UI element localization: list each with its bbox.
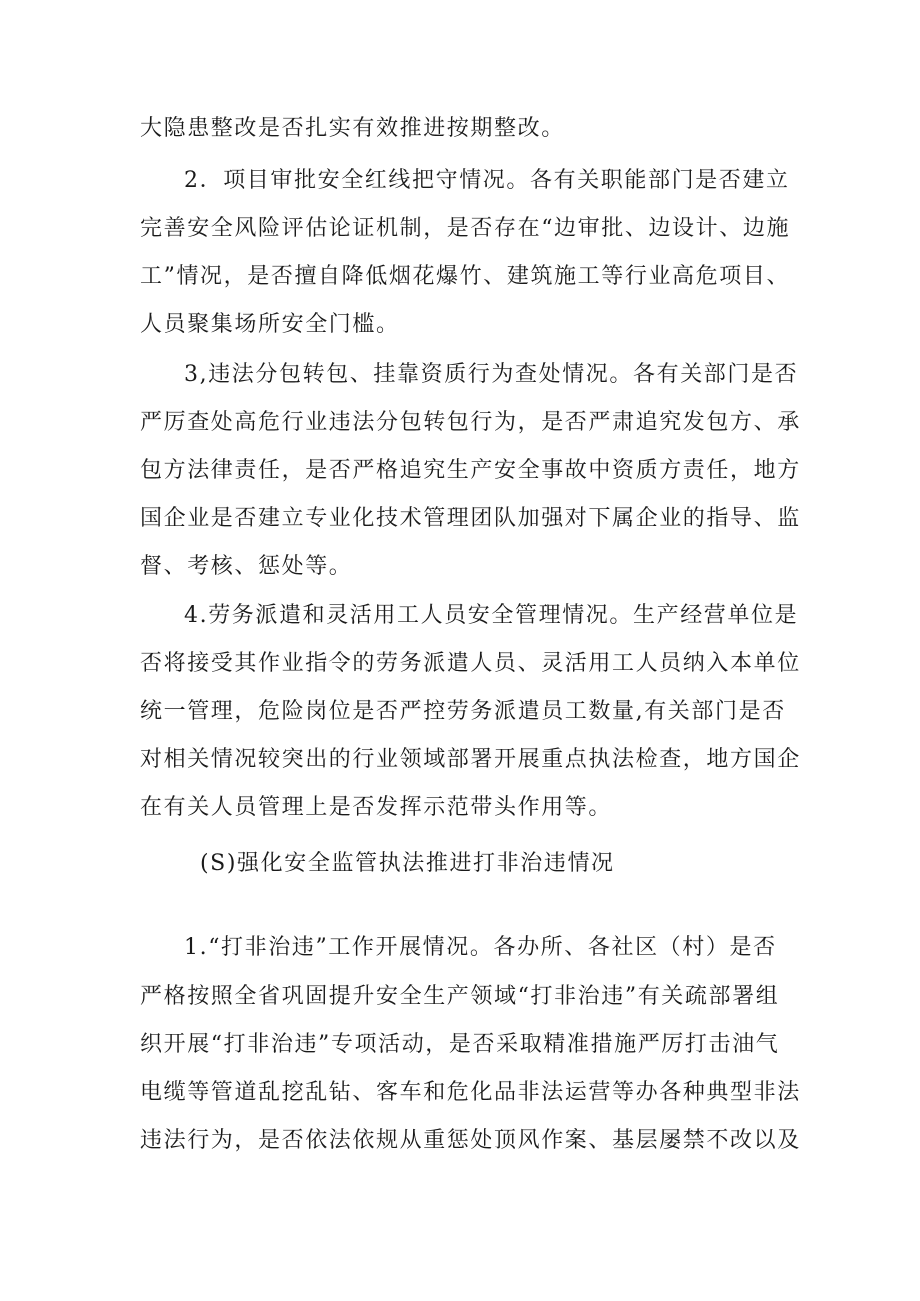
paragraph-line: 严格按照全省巩固提升安全生产领域“打非治违”有关疏部署组 [140, 984, 780, 1009]
paragraph-line: 包方法律责任，是否严格追究生产安全事故中资质方责任，地方 [140, 458, 801, 483]
paragraph-line: 大隐患整改是否扎实有效推进按期整改。 [140, 116, 565, 141]
paragraph-line: 人员聚集场所安全门槛。 [140, 312, 400, 337]
item-2-heading-line: 2．项目审批安全红线把守情况。各有关职能部门是否建立 [184, 168, 790, 193]
paragraph-line: 工”情况，是否擅自降低烟花爆竹、建筑施工等行业高危项目、 [140, 264, 791, 289]
paragraph-line: 织开展“打非治违”专项活动，是否采取精准措施严厉打击油气 [140, 1032, 780, 1057]
paragraph-line: 对相关情况较突出的行业领域部署开展重点执法检查，地方国企 [140, 747, 801, 772]
section-heading: (S)强化安全监管执法推进打非治违情况 [200, 851, 615, 876]
paragraph-line: 国企业是否建立专业化技术管理团队加强对下属企业的指导、监 [140, 506, 801, 531]
section-item-1-heading-line: 1.“打非治违”工作开展情况。各办所、各社区（村）是否 [184, 935, 777, 960]
paragraph-line: 督、考核、惩处等。 [140, 554, 353, 579]
paragraph-line: 否将接受其作业指令的劳务派遣人员、灵活用工人员纳入本单位 [140, 651, 801, 676]
paragraph-line: 严厉查处高危行业违法分包转包行为，是否严肃追究发包方、承 [140, 410, 801, 435]
paragraph-line: 在有关人员管理上是否发挥示范带头作用等。 [140, 795, 613, 820]
paragraph-line: 电缆等管道乱挖乱钻、客车和危化品非法运营等办各种典型非法 [140, 1080, 801, 1105]
paragraph-line: 完善安全风险评估论证机制，是否存在“边审批、边设计、边施 [140, 216, 791, 241]
item-4-heading-line: 4.劳务派遣和灵活用工人员安全管理情况。生产经营单位是 [184, 603, 799, 628]
paragraph-line: 违法行为，是否依法依规从重惩处顶风作案、基层屡禁不改以及 [140, 1128, 801, 1153]
paragraph-line: 统一管理，危险岗位是否严控劳务派遣员工数量,有关部门是否 [140, 699, 786, 724]
item-3-heading-line: 3,违法分包转包、挂靠资质行为查处情况。各有关部门是否 [184, 362, 799, 387]
